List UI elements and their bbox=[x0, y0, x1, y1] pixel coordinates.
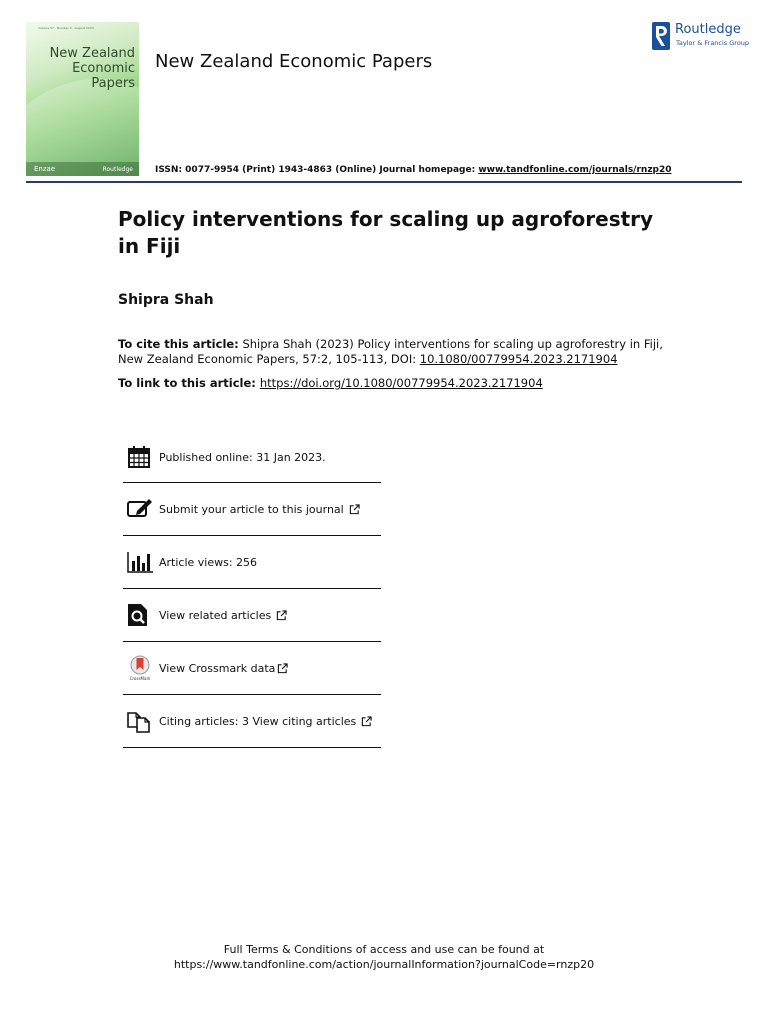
related-articles-text[interactable]: View related articles bbox=[159, 608, 272, 622]
article-title: Policy interventions for scaling up agroforestry in Fiji bbox=[118, 207, 654, 258]
submit-article-text[interactable]: Submit your article to this journal bbox=[159, 502, 344, 516]
journal-homepage-link[interactable]: www.tandfonline.com/journals/rnzp20 bbox=[478, 165, 672, 175]
journal-name: New Zealand Economic Papers bbox=[155, 51, 433, 72]
publisher-subtitle: Taylor & Francis Group bbox=[676, 39, 750, 47]
citing-documents-icon bbox=[127, 709, 153, 733]
article-views-text: Article views: 256 bbox=[159, 555, 258, 569]
cover-title-line2: Economic bbox=[72, 61, 135, 76]
article-meta-list bbox=[123, 432, 381, 748]
article-views-item bbox=[123, 536, 381, 589]
article-author: Shipra Shah bbox=[118, 292, 214, 308]
terms-line1: Full Terms & Conditions of access and use can be found at bbox=[223, 943, 545, 956]
crossmark-badge-label: CrossMark bbox=[129, 676, 151, 681]
cover-society-logo: Enzae bbox=[34, 165, 56, 173]
citing-articles-text[interactable]: Citing articles: 3 View citing articles bbox=[159, 714, 357, 728]
cite-text: Shipra Shah (2023) Policy interventions for scaling up agroforestry in Fiji, New Zealand Economic Papers, 57:2, 105-113, DOI: bbox=[118, 337, 663, 366]
submit-article-item[interactable] bbox=[123, 483, 381, 536]
bar-chart-icon bbox=[127, 551, 154, 573]
terms-url[interactable]: https://www.tandfonline.com/action/journalInformation?journalCode=rnzp20 bbox=[173, 958, 595, 971]
calendar-icon bbox=[127, 445, 151, 469]
journal-cover bbox=[26, 22, 139, 176]
link-label: To link to this article: bbox=[118, 376, 260, 390]
publisher-logo[interactable] bbox=[652, 22, 752, 52]
header-divider bbox=[26, 181, 742, 183]
external-link-icon bbox=[277, 663, 288, 674]
cite-label: To cite this article: bbox=[118, 337, 239, 351]
routledge-logo-icon bbox=[652, 22, 670, 50]
citing-articles-item[interactable] bbox=[123, 695, 381, 748]
document-search-icon bbox=[127, 603, 149, 627]
terms-footer bbox=[0, 942, 768, 972]
cover-title-line1: New Zealand bbox=[49, 46, 135, 61]
crossmark-icon bbox=[127, 655, 153, 681]
crossmark-item[interactable] bbox=[123, 642, 381, 695]
external-link-icon bbox=[361, 716, 372, 727]
published-online-text: Published online: 31 Jan 2023. bbox=[159, 450, 326, 464]
cover-publisher-logo: Routledge bbox=[102, 166, 133, 173]
publisher-name: Routledge bbox=[675, 22, 741, 37]
related-articles-item[interactable] bbox=[123, 589, 381, 642]
external-link-icon bbox=[349, 504, 360, 515]
cover-title bbox=[35, 46, 135, 91]
cover-volume-text: Volume 57 · Number 2 · August 2023 bbox=[38, 26, 94, 30]
edit-pencil-icon bbox=[127, 498, 153, 520]
cover-title-line3: Papers bbox=[91, 76, 135, 91]
issn-text: ISSN: 0077-9954 (Print) 1943-4863 (Online) Journal homepage: bbox=[155, 165, 479, 175]
article-link-block bbox=[118, 376, 543, 390]
citation-block bbox=[118, 337, 678, 367]
cite-doi-link[interactable]: 10.1080/00779954.2023.2171904 bbox=[419, 352, 618, 366]
external-link-icon bbox=[276, 610, 287, 621]
published-online-item bbox=[123, 432, 381, 483]
issn-line bbox=[155, 165, 672, 175]
crossmark-text[interactable]: View Crossmark data bbox=[159, 661, 276, 675]
article-doi-link[interactable]: https://doi.org/10.1080/00779954.2023.2171904 bbox=[259, 376, 543, 390]
